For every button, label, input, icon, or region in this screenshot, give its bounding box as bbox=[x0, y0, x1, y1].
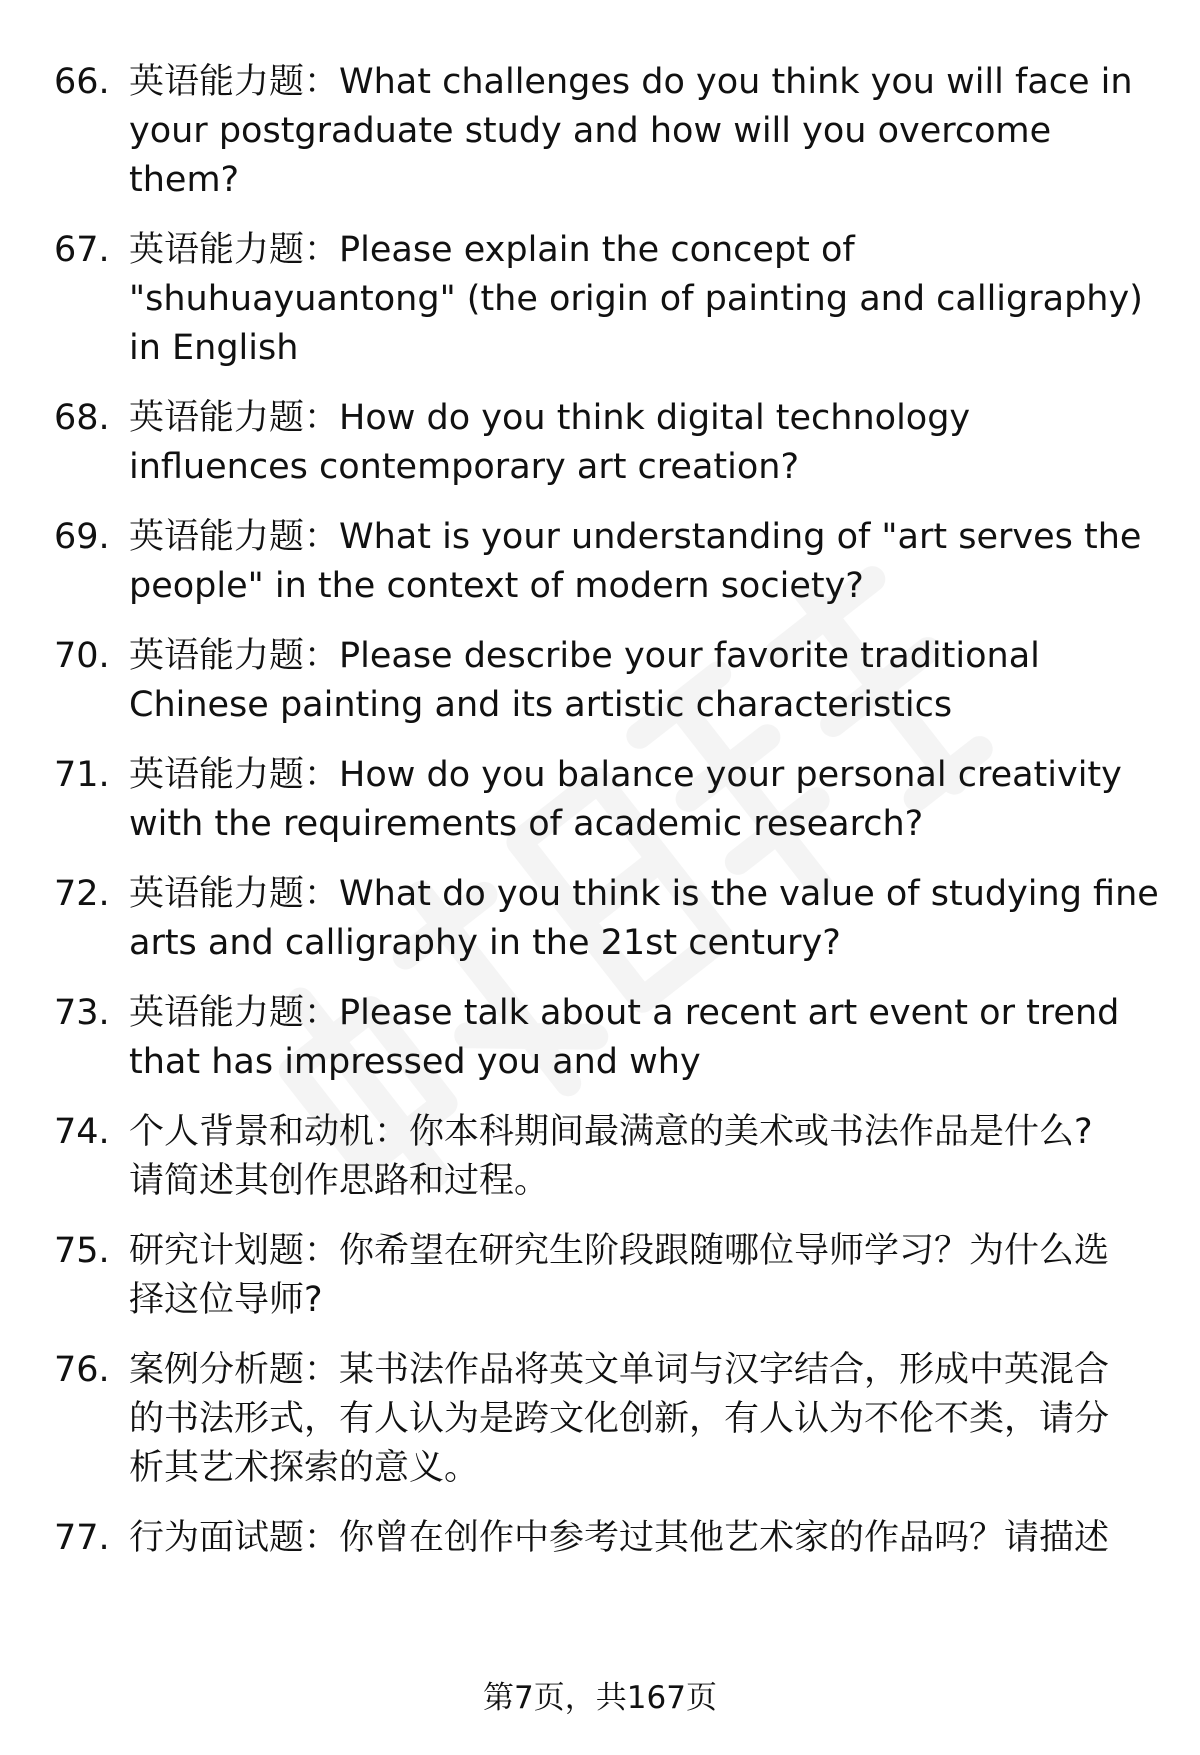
question-line: 你本科期间最满意的美术或书法作品是什么? bbox=[409, 1112, 1093, 1152]
question-line: How do you think digital technology bbox=[339, 398, 971, 438]
question-line: 你曾在创作中参考过其他艺术家的作品吗？请描述 bbox=[339, 1518, 1110, 1558]
question-item bbox=[54, 394, 1164, 492]
question-line: people" in the context of modern society? bbox=[129, 566, 864, 606]
question-category: 英语能力题： bbox=[129, 230, 340, 270]
question-text bbox=[129, 58, 1164, 205]
question-category: 英语能力题： bbox=[129, 517, 340, 557]
question-category: 英语能力题： bbox=[129, 636, 340, 676]
question-line: that has impressed you and why bbox=[129, 1042, 701, 1082]
question-line: Please describe your favorite traditional bbox=[339, 636, 1040, 676]
question-line: What do you think is the value of studying fine bbox=[339, 874, 1159, 914]
question-text bbox=[129, 751, 1164, 849]
question-category: 英语能力题： bbox=[129, 62, 340, 102]
question-number: 74. bbox=[54, 1112, 110, 1152]
question-line: with the requirements of academic research? bbox=[129, 804, 924, 844]
question-text bbox=[129, 870, 1164, 968]
question-line: "shuhuayuantong" (the origin of painting and calligraphy) bbox=[129, 279, 1143, 319]
question-item bbox=[54, 1346, 1164, 1493]
question-category: 行为面试题： bbox=[129, 1518, 340, 1558]
question-text bbox=[129, 632, 1164, 730]
question-number: 70. bbox=[54, 636, 110, 676]
question-line: Please talk about a recent art event or trend bbox=[339, 993, 1120, 1033]
question-number: 68. bbox=[54, 398, 110, 438]
question-number: 77. bbox=[54, 1518, 110, 1558]
question-category: 英语能力题： bbox=[129, 993, 340, 1033]
question-line: in English bbox=[129, 328, 299, 368]
question-line: your postgraduate study and how will you overcome them? bbox=[129, 111, 1052, 200]
question-item bbox=[54, 1514, 1164, 1563]
question-number: 71. bbox=[54, 755, 110, 795]
question-line: Chinese painting and its artistic characteristics bbox=[129, 685, 953, 725]
question-number: 69. bbox=[54, 517, 110, 557]
question-line: influences contemporary art creation? bbox=[129, 447, 800, 487]
question-line: How do you balance your personal creativity bbox=[339, 755, 1122, 795]
question-category: 个人背景和动机： bbox=[129, 1112, 410, 1152]
question-line: 择这位导师? bbox=[129, 1280, 323, 1320]
question-line: arts and calligraphy in the 21st century? bbox=[129, 923, 841, 963]
question-item bbox=[54, 1108, 1164, 1206]
question-text bbox=[129, 1514, 1164, 1563]
question-list bbox=[54, 58, 1164, 1563]
question-text bbox=[129, 513, 1164, 611]
question-number: 72. bbox=[54, 874, 110, 914]
question-text bbox=[129, 394, 1164, 492]
question-item bbox=[54, 632, 1164, 730]
question-text bbox=[129, 1108, 1164, 1206]
question-number: 66. bbox=[54, 62, 110, 102]
question-category: 英语能力题： bbox=[129, 874, 340, 914]
question-text bbox=[129, 226, 1164, 373]
question-line: Please explain the concept of bbox=[339, 230, 855, 270]
question-item bbox=[54, 513, 1164, 611]
question-line: What challenges do you think you will face in bbox=[339, 62, 1133, 102]
question-category: 研究计划题： bbox=[129, 1231, 340, 1271]
question-number: 73. bbox=[54, 993, 110, 1033]
question-item bbox=[54, 870, 1164, 968]
question-item bbox=[54, 1227, 1164, 1325]
question-line: 的书法形式，有人认为是跨文化创新，有人认为不伦不类，请分 bbox=[129, 1399, 1110, 1439]
question-text bbox=[129, 989, 1164, 1087]
page-number: 第7页，共167页 bbox=[483, 1680, 717, 1716]
question-text bbox=[129, 1346, 1164, 1493]
question-number: 67. bbox=[54, 230, 110, 270]
question-line: What is your understanding of "art serves the bbox=[339, 517, 1142, 557]
question-category: 英语能力题： bbox=[129, 398, 340, 438]
question-item bbox=[54, 751, 1164, 849]
question-item bbox=[54, 226, 1164, 373]
question-number: 76. bbox=[54, 1350, 110, 1390]
question-item bbox=[54, 58, 1164, 205]
question-line: 析其艺术探索的意义。 bbox=[129, 1448, 480, 1488]
question-category: 英语能力题： bbox=[129, 755, 340, 795]
question-text bbox=[129, 1227, 1164, 1325]
question-line: 请简述其创作思路和过程。 bbox=[129, 1161, 550, 1201]
question-number: 75. bbox=[54, 1231, 110, 1271]
question-category: 案例分析题： bbox=[129, 1350, 340, 1390]
question-line: 某书法作品将英文单词与汉字结合，形成中英混合 bbox=[339, 1350, 1110, 1390]
question-line: 你希望在研究生阶段跟随哪位导师学习？为什么选 bbox=[339, 1231, 1110, 1271]
question-item bbox=[54, 989, 1164, 1087]
